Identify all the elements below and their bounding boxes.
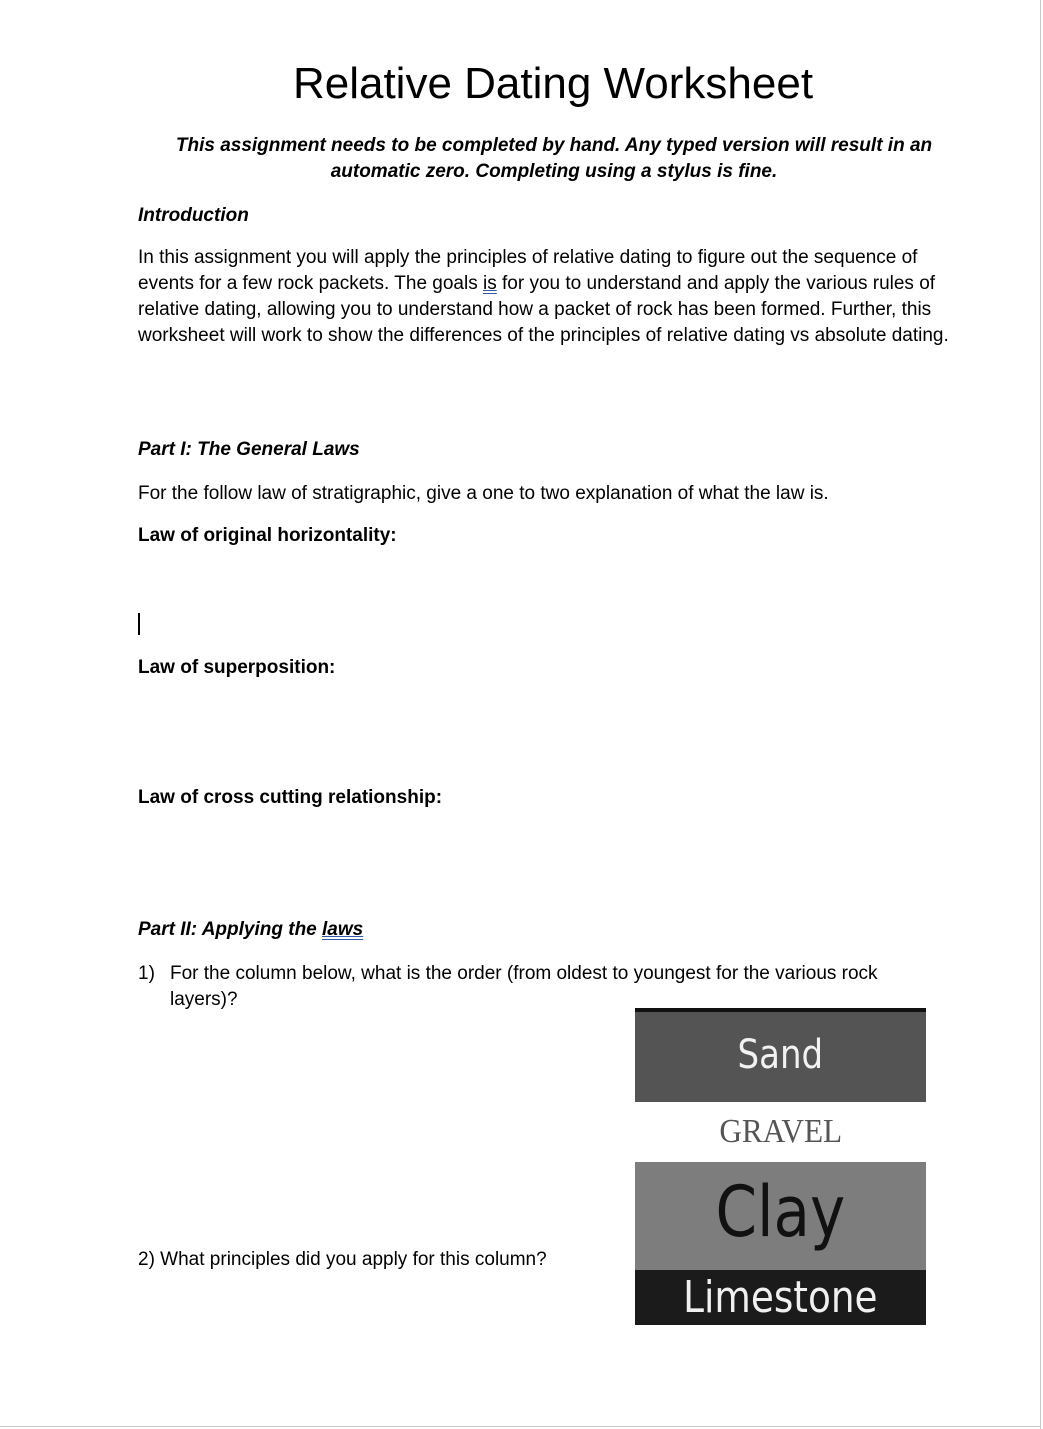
question-1-number: 1) bbox=[138, 963, 155, 984]
rock-column-image bbox=[635, 1008, 926, 1325]
intro-text-end: for you to understand and apply the various rules of relative dating, allowing you to understand how a packet of rock has been formed. Further, this worksheet will work to show the differences of the principles of relative dating vs absolute dating. bbox=[138, 273, 949, 346]
rock-layer-sand bbox=[635, 1008, 926, 1102]
text-cursor bbox=[138, 613, 140, 635]
introduction-paragraph[interactable] bbox=[138, 245, 968, 349]
layer-label-gravel: GRAVEL bbox=[719, 1113, 842, 1150]
rock-layer-limestone bbox=[635, 1270, 926, 1325]
layer-label-limestone: Limestone bbox=[683, 1272, 878, 1323]
page-border-right bbox=[1040, 0, 1041, 1429]
part2-heading bbox=[138, 918, 363, 942]
rock-layer-clay bbox=[635, 1162, 926, 1278]
grammar-flagged-word[interactable]: is bbox=[483, 273, 497, 294]
layer-label-sand: Sand bbox=[737, 1032, 824, 1078]
grammar-flagged-laws[interactable]: laws bbox=[322, 919, 364, 940]
part1-heading: Part I: The General Laws bbox=[138, 439, 360, 460]
law-original-horizontality-label: Law of original horizontality: bbox=[138, 525, 397, 546]
law-superposition-label: Law of superposition: bbox=[138, 657, 336, 678]
part1-instruction: For the follow law of stratigraphic, give a one to two explanation of what the law is. bbox=[138, 483, 829, 504]
question-2-text: 2) What principles did you apply for this column? bbox=[138, 1249, 547, 1270]
part2-heading-text: Part II: Applying the bbox=[138, 919, 323, 940]
question-1-text: For the column below, what is the order (from oldest to youngest for the various rock layers)? bbox=[170, 963, 878, 1010]
introduction-heading: Introduction bbox=[138, 205, 249, 226]
page-border-bottom bbox=[0, 1426, 1041, 1427]
layer-label-clay: Clay bbox=[715, 1171, 846, 1253]
page-title: Relative Dating Worksheet bbox=[292, 59, 814, 108]
rock-layer-gravel bbox=[635, 1102, 926, 1162]
intro-text-start: In this assignment you will apply the principles of relative dating to figure out the sequence of events for a few rock packets. The goals bbox=[138, 247, 918, 294]
completion-notice: This assignment needs to be completed by hand. Any typed version will result in an automatic zero. Completing using a stylus is fine. bbox=[175, 135, 933, 182]
law-cross-cutting-label: Law of cross cutting relationship: bbox=[138, 787, 443, 808]
